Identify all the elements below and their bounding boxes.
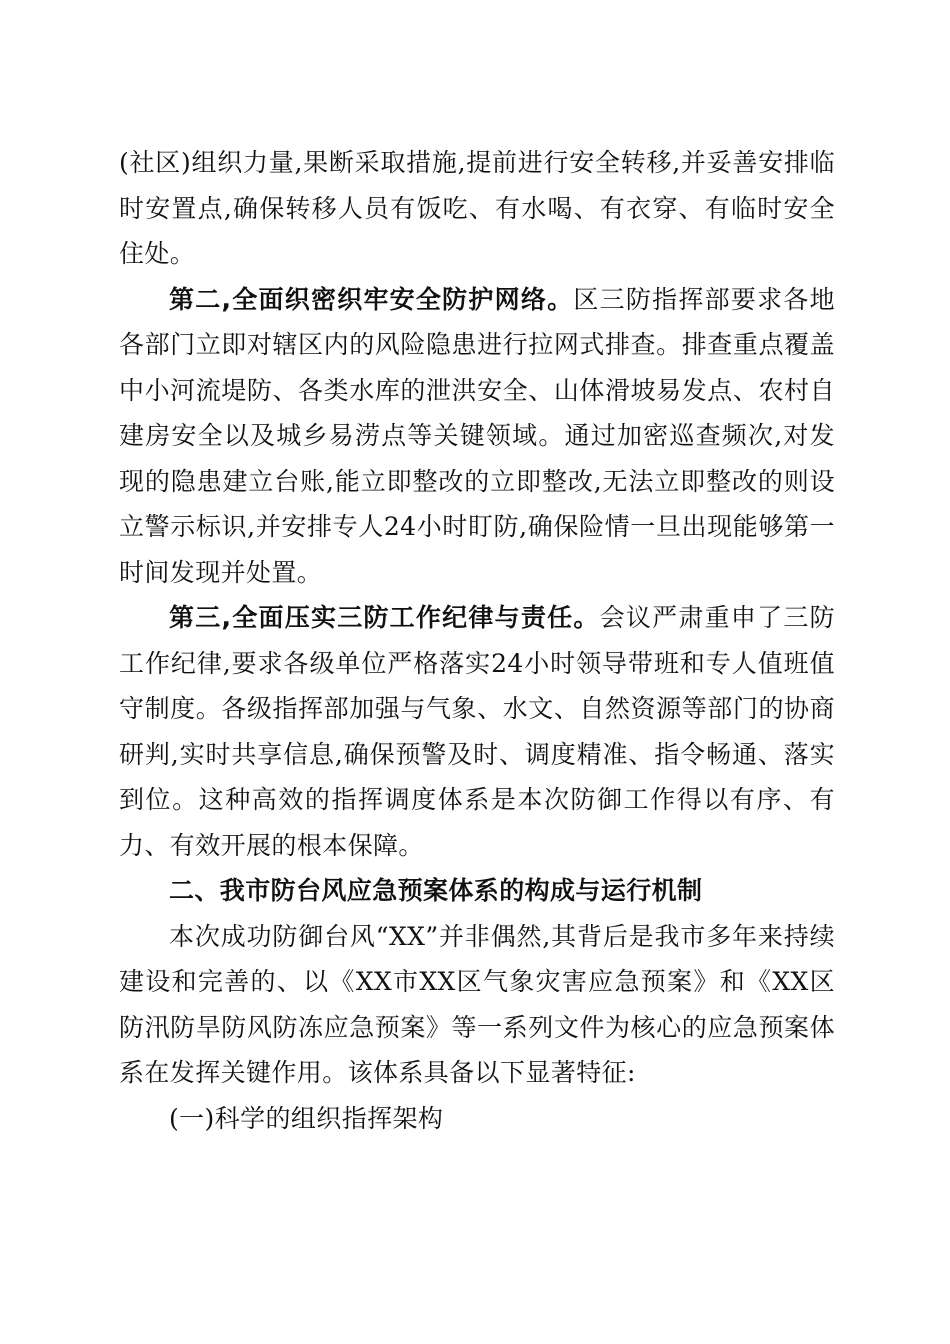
section-heading: 二、我市防台风应急预案体系的构成与运行机制	[169, 876, 703, 905]
paragraph-third-measure	[119, 595, 835, 868]
document-body	[119, 140, 835, 1141]
paragraph-continuation: (社区)组织力量,果断采取措施,提前进行安全转移,并妥善安排临时安置点,确保转移人员有饭吃、有水喝、有衣穿、有临时安全住处。	[119, 148, 835, 268]
paragraph-section-intro: 本次成功防御台风“XX”并非偶然,其背后是我市多年来持续建设和完善的、以《XX市XX区气象灾害应急预案》和《XX区防汛防旱防风防冻应急预案》等一系列文件为核心的应急预案体系在发挥关键作用。该体系具备以下显著特征:	[119, 921, 835, 1087]
paragraph-body-text: 会议严肃重申了三防工作纪律,要求各级单位严格落实24小时领导带班和专人值班值守制度。各级指挥部加强与气象、水文、自然资源等部门的协商研判,实时共享信息,确保预警及时、调度精准、指令畅通、落实到位。这种高效的指挥调度体系是本次防御工作得以有序、有力、有效开展的根本保障。	[119, 603, 835, 860]
paragraph-lead-bold: 第三,全面压实三防工作纪律与责任。	[169, 603, 600, 632]
paragraph-lead-bold: 第二,全面织密织牢安全防护网络。	[169, 284, 574, 314]
paragraph-second-measure	[119, 277, 835, 596]
subsection-heading: (一)科学的组织指挥架构	[169, 1103, 444, 1133]
paragraph-body-text: 区三防指挥部要求各地各部门立即对辖区内的风险隐患进行拉网式排查。排查重点覆盖中小河流堤防、各类水库的泄洪安全、山体滑坡易发点、农村自建房安全以及城乡易涝点等关键领域。通过加密巡查频次,对发现的隐患建立台账,能立即整改的立即整改,无法立即整改的则设立警示标识,并安排专人24小时盯防,确保险情一旦出现能够第一时间发现并处置。	[119, 284, 835, 587]
